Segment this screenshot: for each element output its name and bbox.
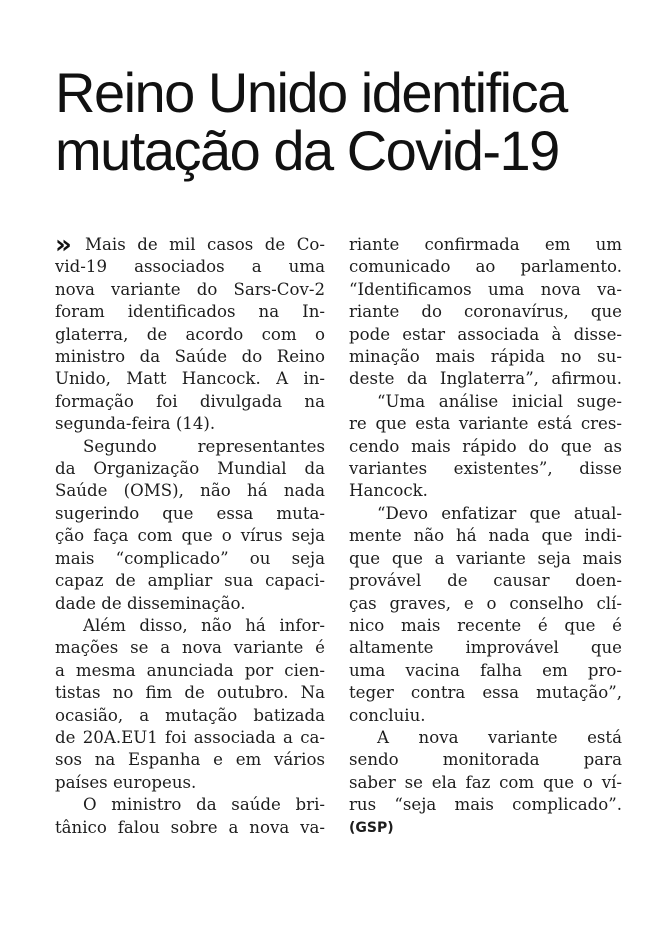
article-line: ção faça com que o vírus seja — [55, 526, 325, 546]
article-column-left — [55, 230, 325, 839]
article-line: mais “complicado” ou seja — [55, 548, 325, 568]
article-line: foram identificados na In- — [55, 302, 325, 322]
article-line: mações se a nova variante é — [55, 638, 325, 658]
article-line: a mesma anunciada por cien- — [55, 660, 325, 680]
article-line: mente não há nada que indi- — [349, 526, 622, 546]
article-line-text: Mais de mil casos de Co- — [85, 235, 325, 254]
article-line: segunda-feira (14). — [55, 414, 216, 434]
article-line: “Uma análise inicial suge- — [377, 391, 622, 411]
article-line: sugerindo que essa muta- — [55, 503, 325, 523]
article-line: teger contra essa mutação”, — [349, 683, 622, 703]
article-line — [55, 230, 325, 260]
article-line: pode estar associada à disse- — [349, 324, 622, 344]
article-line: países europeus. — [55, 772, 197, 792]
article-line: nico mais recente é que é — [349, 615, 622, 635]
article-line: formação foi divulgada na — [55, 391, 325, 411]
article-column-right — [349, 234, 622, 839]
article-line: capaz de ampliar sua capaci- — [55, 571, 325, 591]
article-line: que que a variante seja mais — [349, 548, 622, 568]
article-line: variantes existentes”, disse — [349, 459, 622, 479]
article-line: glaterra, de acordo com o — [55, 324, 325, 344]
article-line: ocasião, a mutação batizada — [55, 705, 325, 725]
article-line: nova variante do Sars-Cov-2 — [55, 279, 325, 299]
article-line: provável de causar doen- — [349, 571, 622, 591]
article-line: minação mais rápida no su- — [349, 347, 622, 367]
article-line: tistas no fim de outubro. Na — [55, 683, 325, 703]
author-signature: (GSP) — [349, 819, 394, 836]
article-line: ças graves, e o conselho clí- — [349, 593, 622, 613]
article-line: rus “seja mais complicado”. — [349, 795, 622, 815]
article-line: ministro da Saúde do Reino — [55, 347, 325, 367]
article-line: Segundo representantes — [83, 436, 325, 456]
headline-line: mutação da Covid-19 — [55, 119, 559, 182]
article-line: comunicado ao parlamento. — [349, 257, 622, 277]
article-line: altamente improvável que — [349, 638, 622, 658]
article-line: A nova variante está — [377, 727, 622, 747]
article-line: Hancock. — [349, 481, 428, 501]
article-line: Além disso, não há infor- — [83, 615, 325, 635]
article-line: dade de disseminação. — [55, 593, 246, 613]
article-line: saber se ela faz com que o ví- — [349, 772, 622, 792]
article-line: “Identificamos uma nova va- — [349, 279, 622, 299]
article-line: sos na Espanha e em vários — [55, 750, 325, 770]
lead-marker-icon: » — [55, 230, 72, 260]
article-line: O ministro da saúde bri- — [83, 795, 325, 815]
article-line: Unido, Matt Hancock. A in- — [55, 369, 325, 389]
article-line: “Devo enfatizar que atual- — [377, 503, 622, 523]
article-line: deste da Inglaterra”, afirmou. — [349, 369, 622, 389]
article-line: sendo monitorada para — [349, 750, 622, 770]
article-line: cendo mais rápido do que as — [349, 436, 622, 456]
headline — [55, 61, 635, 182]
article-line: riante confirmada em um — [349, 235, 622, 254]
article-line: vid-19 associados a uma — [55, 257, 325, 277]
headline-line: Reino Unido identifica — [55, 61, 567, 124]
article-line: de 20A.EU1 foi associada a ca- — [55, 727, 325, 747]
article-line: concluiu. — [349, 705, 426, 725]
article-line: uma vacina falha em pro- — [349, 660, 622, 680]
article-line: da Organização Mundial da — [55, 459, 325, 479]
article-line: Saúde (OMS), não há nada — [55, 481, 325, 501]
article-line: re que esta variante está cres- — [349, 414, 622, 434]
article-line: riante do coronavírus, que — [349, 302, 622, 322]
article-line: tânico falou sobre a nova va- — [55, 817, 325, 837]
